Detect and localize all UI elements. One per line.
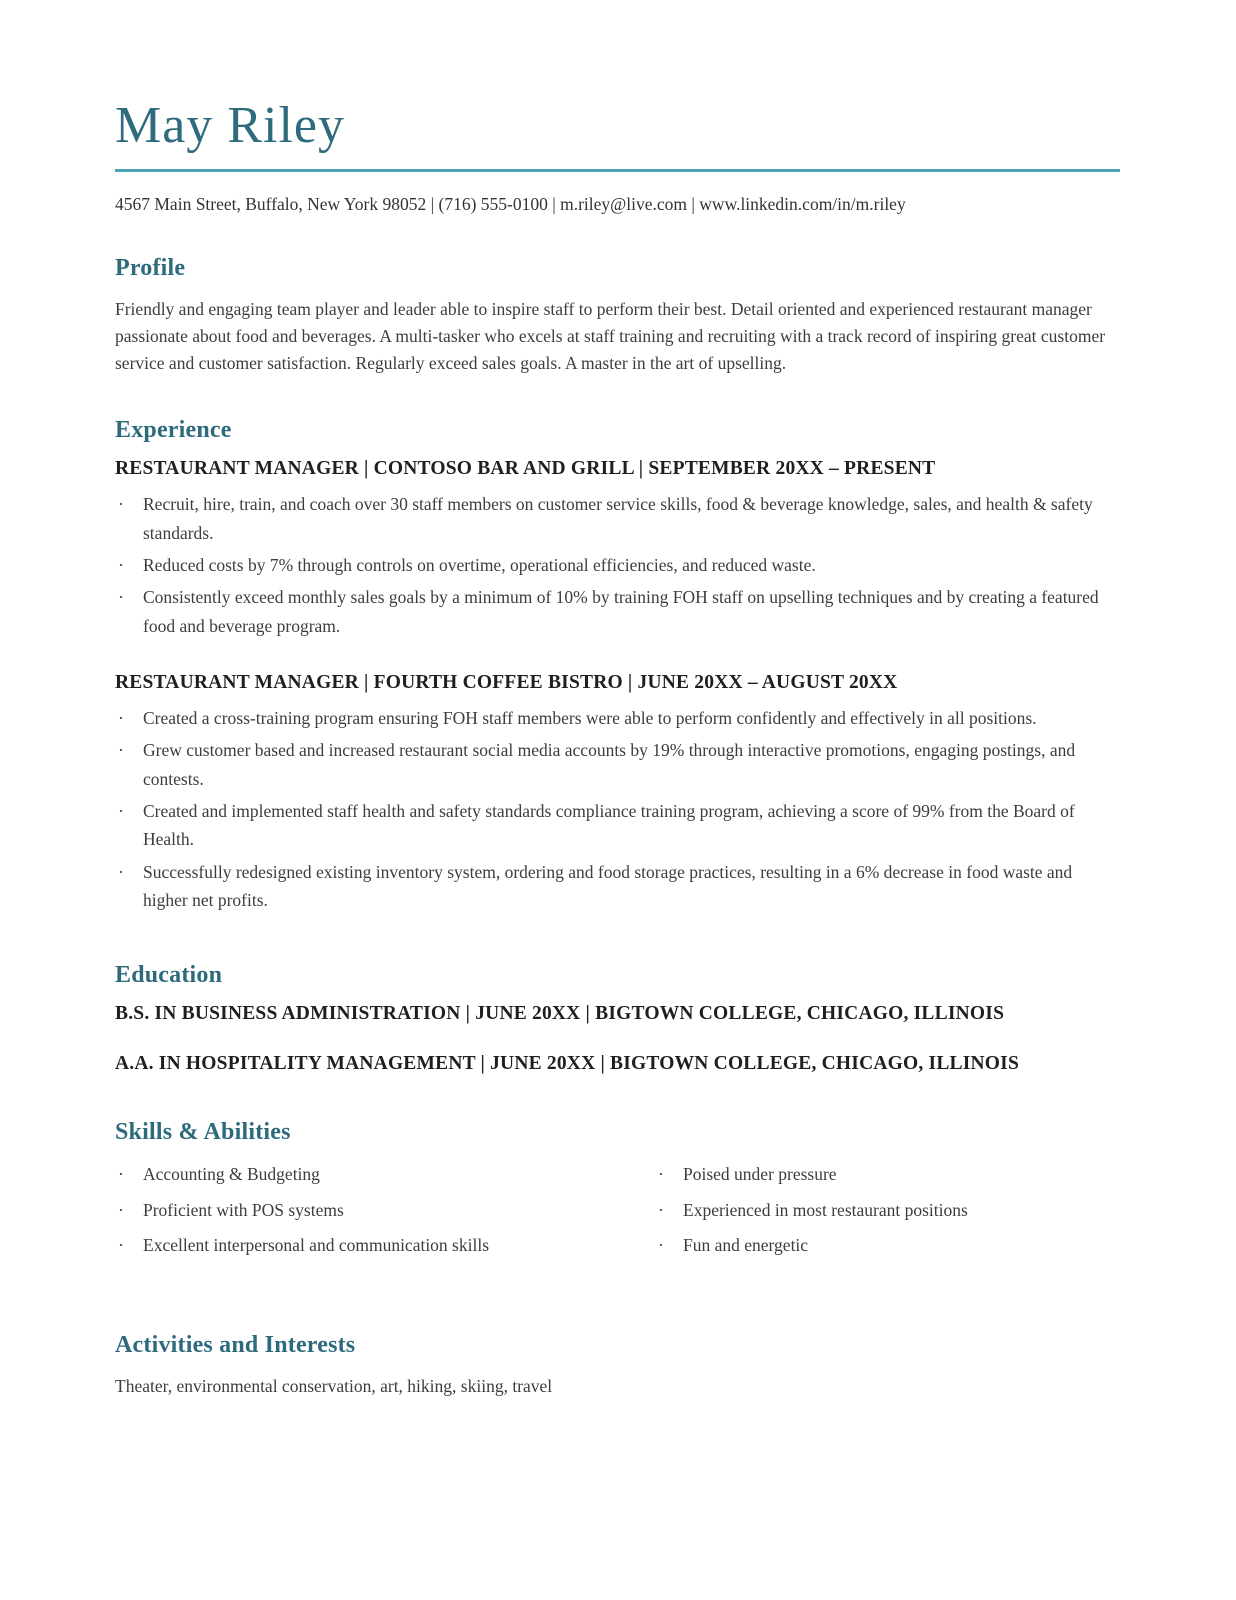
bullet-dot-icon: · xyxy=(658,1164,664,1185)
skills-columns xyxy=(115,1160,1120,1266)
bullet-item xyxy=(115,1196,655,1224)
bullet-item xyxy=(115,583,1120,640)
skills-list-left xyxy=(115,1160,655,1259)
profile-heading: Profile xyxy=(115,254,186,281)
skills-list-right xyxy=(655,1160,1120,1259)
education-heading: Education xyxy=(115,962,223,989)
activities-text: Theater, environmental conservation, art, hiking, skiing, travel xyxy=(115,1376,553,1397)
bullet-dot-icon: · xyxy=(118,861,124,882)
bullet-item xyxy=(115,1231,655,1259)
section-education xyxy=(115,962,1120,1075)
bullet-item xyxy=(115,736,1120,793)
job-title: RESTAURANT MANAGER | CONTOSO BAR AND GRILL | SEPTEMBER 20XX – PRESENT xyxy=(115,458,936,480)
bullet-dot-icon: · xyxy=(118,1199,124,1220)
bullet-dot-icon: · xyxy=(118,707,124,728)
job-bullet-list xyxy=(115,704,1120,914)
skill-text: Proficient with POS systems xyxy=(143,1199,344,1220)
experience-heading: Experience xyxy=(115,417,232,444)
bullet-text: Successfully redesigned existing inventory system, ordering and food storage practices, resulting in a 6% decrease in food waste and higher net profits. xyxy=(143,861,1073,910)
job-title: RESTAURANT MANAGER | FOURTH COFFEE BISTRO | JUNE 20XX – AUGUST 20XX xyxy=(115,671,898,693)
bullet-text: Reduced costs by 7% through controls on overtime, operational efficiencies, and reduced waste. xyxy=(143,554,816,575)
skill-text: Experienced in most restaurant positions xyxy=(683,1199,968,1220)
bullet-item xyxy=(115,704,1120,732)
skill-text: Excellent interpersonal and communication skills xyxy=(143,1234,490,1255)
job-entry-fourth-coffee xyxy=(115,672,1120,914)
bullet-dot-icon: · xyxy=(118,1164,124,1185)
bullet-text: Recruit, hire, train, and coach over 30 staff members on customer service skills, food & beverage knowledge, sales, and health & safety standards. xyxy=(143,494,1093,543)
page-title: May Riley xyxy=(115,97,345,154)
skills-column-left xyxy=(115,1160,655,1266)
resume-header xyxy=(115,96,1120,215)
bullet-item xyxy=(115,1160,655,1188)
skill-text: Accounting & Budgeting xyxy=(143,1164,320,1185)
bullet-dot-icon: · xyxy=(118,800,124,821)
bullet-dot-icon: · xyxy=(118,494,124,515)
section-activities xyxy=(115,1332,1120,1400)
bullet-item xyxy=(115,551,1120,579)
skills-column-right xyxy=(655,1160,1120,1266)
bullet-item xyxy=(655,1231,1120,1259)
skills-heading: Skills & Abilities xyxy=(115,1119,291,1146)
activities-heading: Activities and Interests xyxy=(115,1332,356,1359)
bullet-item xyxy=(115,797,1120,854)
bullet-item xyxy=(115,490,1120,547)
bullet-dot-icon: · xyxy=(118,554,124,575)
bullet-dot-icon: · xyxy=(118,587,124,608)
profile-text: Friendly and engaging team player and leader able to inspire staff to perform their best. Detail oriented and experienced restaurant manager passionate about food and beverages. A multi-tasker who excels at staff training and recruiting with a track record of inspiring great customer service and customer satisfaction. Regularly exceed sales goals. A master in the art of upselling. xyxy=(115,298,1106,374)
section-profile xyxy=(115,255,1120,377)
degree-line: B.S. IN BUSINESS ADMINISTRATION | JUNE 20XX | BIGTOWN COLLEGE, CHICAGO, ILLINOIS xyxy=(115,1003,1005,1025)
bullet-text: Consistently exceed monthly sales goals by a minimum of 10% by training FOH staff on upselling techniques and by creating a featured food and beverage program. xyxy=(143,587,1099,636)
bullet-dot-icon: · xyxy=(658,1234,664,1255)
degree-line: A.A. IN HOSPITALITY MANAGEMENT | JUNE 20XX | BIGTOWN COLLEGE, CHICAGO, ILLINOIS xyxy=(115,1053,1020,1075)
section-experience xyxy=(115,417,1120,914)
contact-line: 4567 Main Street, Buffalo, New York 98052 | (716) 555-0100 | m.riley@live.com | www.linkedin.com/in/m.riley xyxy=(115,193,906,214)
bullet-text: Grew customer based and increased restaurant social media accounts by 19% through interactive promotions, engaging postings, and contests. xyxy=(143,740,1076,789)
bullet-dot-icon: · xyxy=(118,740,124,761)
skill-text: Fun and energetic xyxy=(683,1234,809,1255)
bullet-dot-icon: · xyxy=(658,1199,664,1220)
bullet-text: Created a cross-training program ensuring FOH staff members were able to perform confidently and effectively in all positions. xyxy=(143,707,1037,728)
job-entry-contoso xyxy=(115,458,1120,640)
bullet-item xyxy=(655,1160,1120,1188)
bullet-text: Created and implemented staff health and safety standards compliance training program, achieving a score of 99% from the Board of Health. xyxy=(143,800,1075,850)
bullet-item xyxy=(115,858,1120,915)
header-divider xyxy=(115,169,1120,172)
bullet-dot-icon: · xyxy=(118,1234,124,1255)
job-bullet-list xyxy=(115,490,1120,640)
section-skills xyxy=(115,1119,1120,1266)
bullet-item xyxy=(655,1196,1120,1224)
skill-text: Poised under pressure xyxy=(683,1164,837,1185)
